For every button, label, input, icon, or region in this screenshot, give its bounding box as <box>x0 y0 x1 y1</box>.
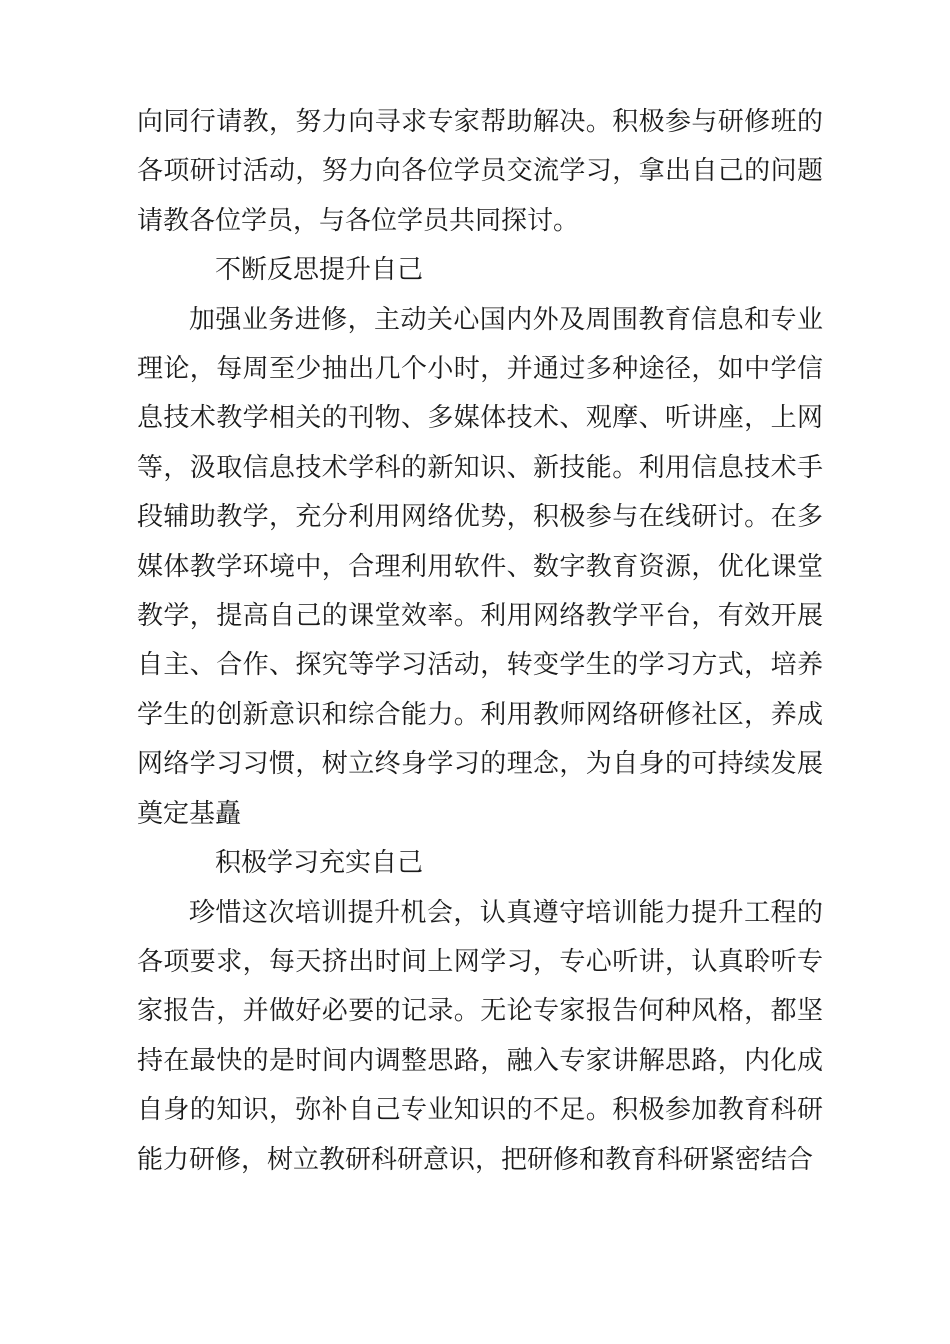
section-heading-reflection: 不断反思提升自己 <box>215 255 424 286</box>
paragraph-learning: 珍惜这次培训提升机会，认真遵守培训能力提升工程的各项要求，每天挤出时间上网学习，专心听讲，认真聆听专家报告，并做好必要的记录。无论专家报告何种风格，都坚持在最快的是时间内调整思路，融入专家讲解思路，内化成自身的知识，弥补自己专业知识的不足。积极参加教育科研能力研修，树立教研科研意识，把研修和教育科研紧密结合 <box>137 897 823 1175</box>
paragraph-reflection: 加强业务进修，主动关心国内外及周围教育信息和专业理论，每周至少抽出几个小时，并通过多种途径，如中学信息技术教学相关的刊物、多媒体技术、观摩、听讲座，上网等，汲取信息技术学科的新知识、新技能。利用信息技术手段辅助教学，充分利用网络优势，积极参与在线研讨。在多媒体教学环境中，合理利用软件、数字教育资源，优化课堂教学，提高自己的课堂效率。利用网络教学平台，有效开展自主、合作、探究等学习活动，转变学生的学习方式，培养学生的创新意识和综合能力。利用教师网络研修社区，养成网络学习习惯，树立终身学习的理念，为自身的可持续发展奠定基矗 <box>137 304 823 829</box>
paragraph-continued: 向同行请教，努力向寻求专家帮助解决。积极参与研修班的各项研讨活动，努力向各位学员交流学习，拿出自己的问题请教各位学员，与各位学员共同探讨。 <box>137 107 823 236</box>
document-body <box>137 98 823 1185</box>
section-heading-learning: 积极学习充实自己 <box>215 848 424 879</box>
